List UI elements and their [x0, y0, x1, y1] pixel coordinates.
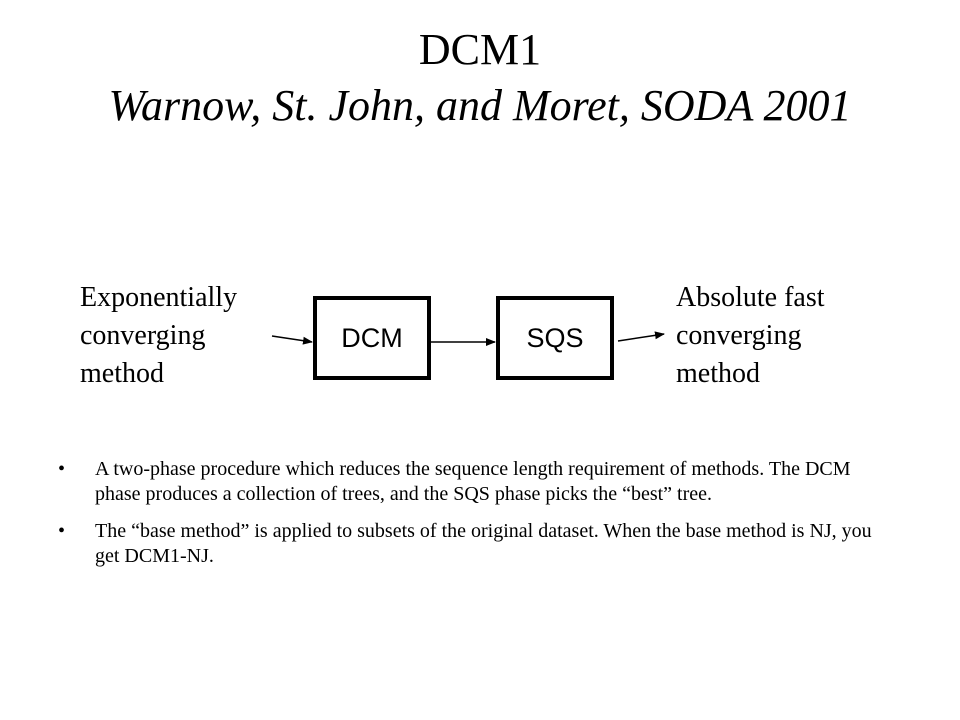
- bullet-icon: •: [58, 520, 66, 542]
- input-label-line: method: [80, 358, 164, 389]
- bullet-item: [58, 457, 878, 507]
- output-label-line: converging: [676, 320, 802, 351]
- input-label-line: converging: [80, 320, 206, 351]
- dcm-box: DCM: [313, 296, 431, 380]
- bullet-text: A two-phase procedure which reduces the sequence length requirement of methods. The DCM phase produces a collection of trees, and the SQS phase picks the “best” tree.: [95, 458, 851, 505]
- output-arrow: [618, 334, 664, 341]
- input-arrow: [272, 336, 312, 342]
- output-label-line: Absolute fast: [676, 282, 825, 313]
- bullet-list: [58, 457, 878, 581]
- bullet-text: The “base method” is applied to subsets of the original dataset. When the base method is NJ, you get DCM1-NJ.: [95, 520, 872, 567]
- output-label-line: method: [676, 358, 760, 389]
- bullet-icon: •: [58, 458, 66, 480]
- output-method-label: [676, 279, 825, 393]
- bullet-item: [58, 519, 878, 569]
- slide-title: DCM1: [418, 25, 542, 74]
- slide-subtitle: Warnow, St. John, and Moret, SODA 2001: [108, 81, 852, 130]
- sqs-box: SQS: [496, 296, 614, 380]
- input-label-line: Exponentially: [80, 282, 238, 313]
